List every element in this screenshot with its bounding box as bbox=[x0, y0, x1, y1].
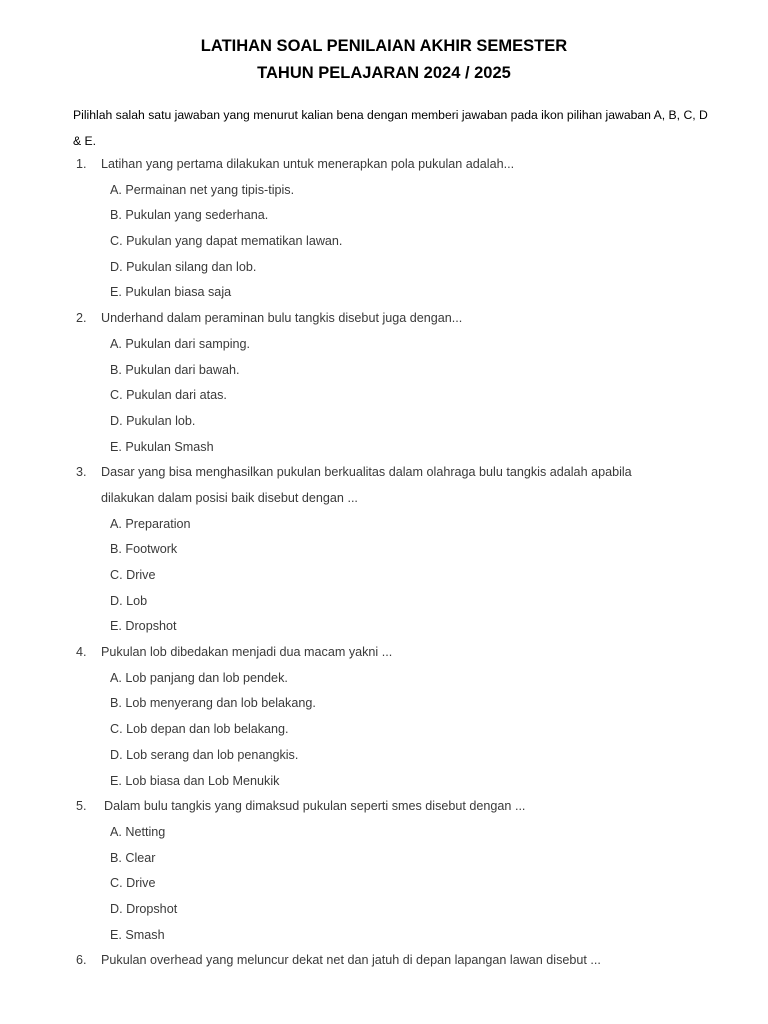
answer-option-d[interactable] bbox=[0, 743, 768, 769]
answer-option-e[interactable] bbox=[0, 435, 768, 461]
question-number: 1. bbox=[76, 157, 87, 171]
answer-option-e[interactable] bbox=[0, 280, 768, 306]
question-text-continuation: dilakukan dalam posisi baik disebut dengan ... bbox=[101, 490, 358, 505]
question-number: 2. bbox=[76, 311, 87, 326]
question-text: Pukulan overhead yang meluncur dekat net dan jatuh di depan lapangan lawan disebut ... bbox=[101, 953, 601, 968]
answer-option-d[interactable] bbox=[0, 897, 768, 923]
document-header bbox=[0, 33, 768, 87]
answer-option-label: D. Pukulan lob. bbox=[110, 413, 196, 428]
document-title: LATIHAN SOAL PENILAIAN AKHIR SEMESTER bbox=[200, 37, 568, 55]
answer-option-a[interactable] bbox=[0, 666, 768, 692]
question-text: Underhand dalam peraminan bulu tangkis disebut juga dengan... bbox=[101, 311, 463, 326]
answer-option-label: D. Lob serang dan lob penangkis. bbox=[110, 747, 299, 762]
question-number: 3. bbox=[76, 465, 87, 480]
answer-option-label: B. Footwork bbox=[110, 542, 178, 557]
question-1 bbox=[0, 152, 768, 178]
answer-option-a[interactable] bbox=[0, 178, 768, 204]
answer-option-label: B. Clear bbox=[110, 850, 156, 865]
answer-option-label: B. Pukulan yang sederhana. bbox=[110, 208, 269, 223]
answer-option-b[interactable] bbox=[0, 846, 768, 872]
answer-option-d[interactable] bbox=[0, 589, 768, 615]
answer-option-label: A. Lob panjang dan lob pendek. bbox=[110, 670, 288, 685]
answer-option-label: E. Dropshot bbox=[110, 619, 177, 634]
answer-option-label: E. Pukulan biasa saja bbox=[110, 285, 232, 300]
question-2 bbox=[0, 306, 768, 332]
answer-option-label: E. Lob biasa dan Lob Menukik bbox=[110, 773, 280, 788]
question-number: 5. bbox=[76, 799, 87, 814]
answer-option-label: C. Pukulan dari atas. bbox=[110, 388, 227, 403]
question-number: 6. bbox=[76, 953, 87, 968]
instruction-text: Pilihlah salah satu jawaban yang menurut kalian bena dengan memberi jawaban pada ikon pilihan jawaban A, B, C, D & E. bbox=[73, 108, 708, 148]
answer-option-c[interactable] bbox=[0, 229, 768, 255]
answer-option-label: C. Drive bbox=[110, 876, 156, 891]
question-4 bbox=[0, 640, 768, 666]
answer-option-label: D. Pukulan silang dan lob. bbox=[110, 259, 257, 274]
answer-option-c[interactable] bbox=[0, 871, 768, 897]
answer-option-label: C. Drive bbox=[110, 568, 156, 582]
answer-option-b[interactable] bbox=[0, 537, 768, 563]
answer-option-b[interactable] bbox=[0, 691, 768, 717]
answer-option-label: E. Smash bbox=[110, 927, 165, 942]
answer-option-e[interactable] bbox=[0, 923, 768, 949]
answer-option-label: B. Lob menyerang dan lob belakang. bbox=[110, 696, 316, 711]
document-subtitle: TAHUN PELAJARAN 2024 / 2025 bbox=[257, 64, 511, 82]
answer-option-label: C. Lob depan dan lob belakang. bbox=[110, 722, 289, 737]
answer-option-a[interactable] bbox=[0, 512, 768, 538]
answer-option-label: D. Dropshot bbox=[110, 901, 178, 916]
question-list bbox=[0, 152, 768, 974]
question-number: 4. bbox=[76, 645, 87, 660]
question-text-continuation-row bbox=[0, 486, 768, 512]
answer-option-label: D. Lob bbox=[110, 593, 148, 608]
question-text: Dasar yang bisa menghasilkan pukulan berkualitas dalam olahraga bulu tangkis adalah apabila bbox=[101, 465, 632, 480]
question-3 bbox=[0, 460, 768, 486]
answer-option-c[interactable] bbox=[0, 563, 768, 589]
answer-option-label: A. Permainan net yang tipis-tipis. bbox=[110, 182, 295, 197]
answer-option-b[interactable] bbox=[0, 203, 768, 229]
answer-option-label: C. Pukulan yang dapat mematikan lawan. bbox=[110, 234, 343, 249]
answer-option-label: B. Pukulan dari bawah. bbox=[110, 362, 240, 377]
answer-option-label: E. Pukulan Smash bbox=[110, 439, 214, 454]
question-5 bbox=[0, 794, 768, 820]
answer-option-a[interactable] bbox=[0, 332, 768, 358]
question-6 bbox=[0, 948, 768, 974]
answer-option-d[interactable] bbox=[0, 255, 768, 281]
answer-option-label: A. Preparation bbox=[110, 516, 191, 531]
answer-option-c[interactable] bbox=[0, 717, 768, 743]
answer-option-label: A. Netting bbox=[110, 824, 166, 839]
answer-option-a[interactable] bbox=[0, 820, 768, 846]
answer-option-label: A. Pukulan dari samping. bbox=[110, 336, 251, 351]
answer-option-e[interactable] bbox=[0, 769, 768, 795]
question-text: Latihan yang pertama dilakukan untuk menerapkan pola pukulan adalah... bbox=[101, 157, 515, 171]
answer-option-e[interactable] bbox=[0, 614, 768, 640]
answer-option-d[interactable] bbox=[0, 409, 768, 435]
answer-option-b[interactable] bbox=[0, 358, 768, 384]
question-text: Pukulan lob dibedakan menjadi dua macam yakni ... bbox=[101, 645, 393, 660]
question-text: Dalam bulu tangkis yang dimaksud pukulan seperti smes disebut dengan ... bbox=[104, 799, 526, 814]
answer-option-c[interactable] bbox=[0, 383, 768, 409]
